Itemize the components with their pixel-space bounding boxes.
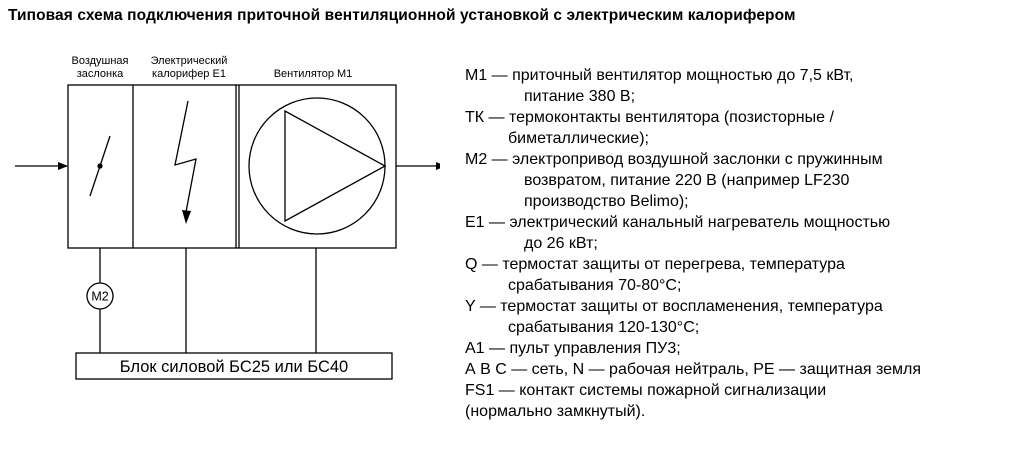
- fan-circle-icon: [249, 98, 385, 234]
- fan-triangle-icon: [285, 111, 385, 221]
- heater-header-line1: Электрический: [150, 55, 228, 67]
- damper-header-line1: Воздушная: [71, 55, 129, 67]
- ventilation-schematic: [0, 0, 440, 450]
- legend-line: Y — термостат защиты от воспламенения, температура: [465, 298, 883, 315]
- legend-line: ТК — термоконтакты вентилятора (позисторные /: [465, 109, 834, 126]
- legend-line: Q — термостат защиты от перегрева, температура: [465, 256, 845, 273]
- legend-line: FS1 — контакт системы пожарной сигнализации: [465, 382, 827, 399]
- legend-line: производство Belimo);: [524, 193, 689, 210]
- lightning-arrowhead-icon: [182, 210, 191, 224]
- heater-header-line2: калорифер Е1: [152, 68, 226, 80]
- legend-line: М2 — электропривод воздушной заслонки с пружинным: [465, 151, 883, 168]
- fan-header: Вентилятор М1: [273, 68, 353, 80]
- legend-line: питание 380 В;: [524, 88, 636, 105]
- damper-header-line2: заслонка: [76, 68, 124, 80]
- damper-pivot-icon: [97, 163, 102, 168]
- legend-line: А1 — пульт управления ПУ3;: [465, 340, 681, 357]
- actuator-m2-label: М2: [91, 289, 109, 304]
- legend-line: срабатывания 70-80°С;: [508, 277, 682, 294]
- legend-line: А В С — сеть, N — рабочая нейтраль, PE — защитная земля: [465, 361, 922, 378]
- legend-line: возвратом, питание 220 В (например LF230: [524, 172, 850, 189]
- legend: [465, 65, 1031, 422]
- legend-line: Е1 — электрический канальный нагреватель мощностью: [465, 214, 891, 231]
- page-title: Типовая схема подключения приточной вентиляционной установкой с электрическим калорифером: [8, 7, 796, 24]
- legend-line: биметаллические);: [508, 130, 649, 147]
- legend-line: (нормально замкнутый).: [465, 403, 646, 420]
- power-block-label: Блок силовой БС25 или БС40: [119, 358, 349, 376]
- legend-line: срабатывания 120-130°С;: [508, 319, 700, 336]
- lightning-bolt-icon: [175, 101, 196, 212]
- legend-line: М1 — приточный вентилятор мощностью до 7,5 кВт,: [465, 67, 854, 84]
- unit-housing: [68, 85, 396, 248]
- legend-line: до 26 кВт;: [524, 235, 598, 252]
